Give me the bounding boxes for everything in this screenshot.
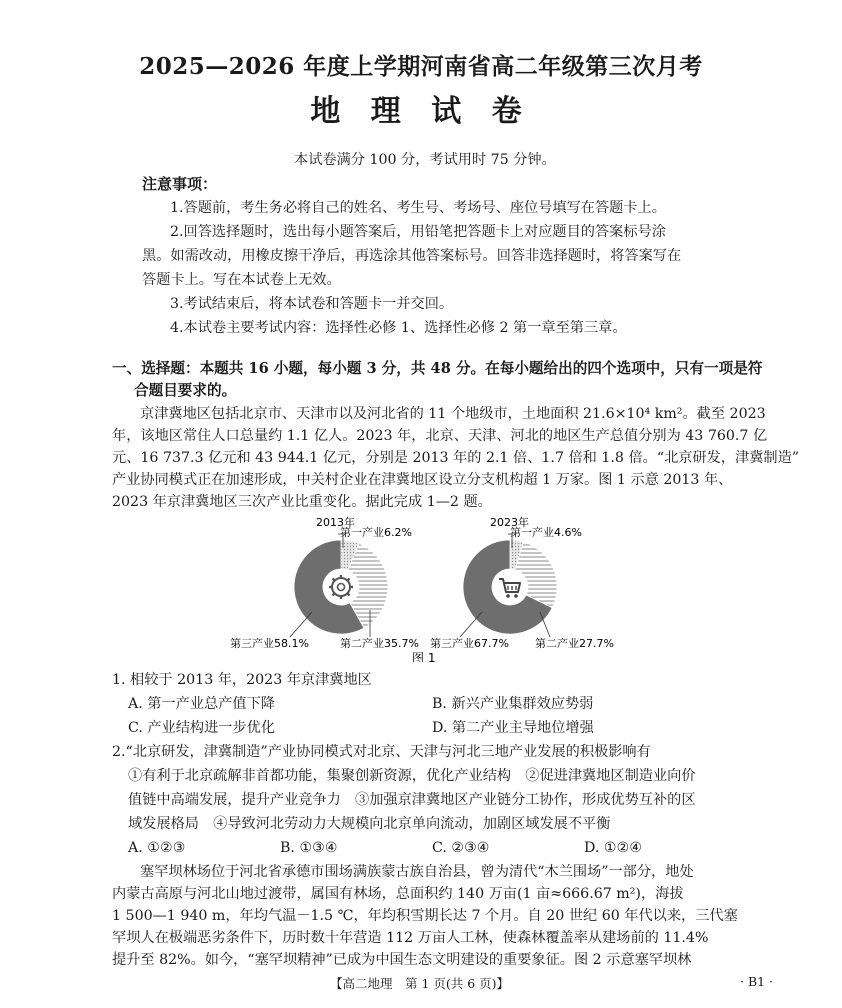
passage-line: 塞罕坝林场位于河北省承德市围场满族蒙古族自治县，曾为清代“木兰围场”一部分，地处 xyxy=(140,864,694,880)
notes-heading: 注意事项： xyxy=(142,175,218,193)
passage-line: 年，该地区常住人口总量约 1.1 亿人。2023 年，北京、天津、河北的地区生产总值分别为 43 760.7 亿 xyxy=(112,428,768,444)
notes-line: 答题卡上。写在本试卷上无效。 xyxy=(142,272,341,288)
gear-icon xyxy=(324,570,358,604)
question-1-option-c[interactable]: C. 产业结构进一步优化 xyxy=(128,720,276,736)
question-2-option-b[interactable]: B. ①③④ xyxy=(280,840,338,856)
passage-line: 罕坝人在极端恶劣条件下，历时数十年营造 112 万亩人工林，使森林覆盖率从建场前的 11.4% xyxy=(112,930,709,946)
question-2-option-d[interactable]: D. ①②④ xyxy=(584,840,643,856)
section-heading: 一、选择题：本题共 16 小题，每小题 3 分，共 48 分。在每小题给出的四个选项中，只有一项是符 xyxy=(112,360,763,377)
passage-line: 提升至 82%。如今，“塞罕坝精神”已成为中国生态文明建设的重要象征。图 2 示意塞罕坝林 xyxy=(112,952,692,968)
passage-line: 京津冀地区包括北京市、天津市以及河北省的 11 个地级市，土地面积 21.6×10⁴ km²。截至 2023 xyxy=(140,406,766,422)
footer-code: · B1 · xyxy=(740,974,774,989)
figure-caption: 图 1 xyxy=(412,651,436,662)
question-2-statement: 值链中高端发展，提升产业竞争力 ③加强京津冀地区产业链分工协作，形成优势互补的区 xyxy=(128,792,696,808)
question-2-statement: 域发展格局 ④导致河北劳动力大规模向北京单向流动，加剧区域发展不平衡 xyxy=(128,816,611,832)
passage-line: 产业协同模式正在加速形成，中关村企业在津冀地区设立分支机构超 1 万家。图 1 示意 2013 年、 xyxy=(112,472,733,488)
section-heading-cont: 合题目要求的。 xyxy=(134,382,237,399)
passage-line: 内蒙古高原与河北山地过渡带，属国有林场，总面积约 140 万亩(1 亩≈666.67 m²)，海拔 xyxy=(112,886,684,902)
label-secondary-2023: 第二产业27.7% xyxy=(535,637,614,650)
question-2-statement: ①有利于北京疏解非首都功能，集聚创新资源，优化产业结构 ②促进津冀地区制造业向价 xyxy=(128,768,696,784)
leader-line xyxy=(290,612,312,637)
question-2-stem: 2.“北京研发，津冀制造”产业协同模式对北京、天津与河北三地产业发展的积极影响有 xyxy=(112,744,651,760)
label-primary-2013: 第一产业6.2% xyxy=(340,526,412,539)
footer-page-info: 【高二地理 第 1 页(共 6 页)】 xyxy=(330,976,510,991)
notes-line: 3.考试结束后，将本试卷和答题卡一并交回。 xyxy=(170,296,454,312)
exam-subtitle: 地 理 试 卷 xyxy=(310,94,532,129)
chart-title-2023: 2023年 xyxy=(490,516,529,529)
notes-line: 4.本试卷主要考试内容：选择性必修 1、选择性必修 2 第一章至第三章。 xyxy=(170,320,627,336)
notes-line: 2.回答选择题时，选出每小题答案后，用铅笔把答题卡上对应题目的答案标号涂 xyxy=(170,224,666,240)
question-2-option-a[interactable]: A. ①②③ xyxy=(128,840,186,856)
exam-title: 2025—2026 年度上学期河南省高二年级第三次月考 xyxy=(139,53,703,80)
shopping-cart-icon xyxy=(493,570,527,604)
passage-line: 元、16 737.3 亿元和 43 944.1 亿元，分别是 2013 年的 2.1 倍、1.7 倍和 1.8 倍。“北京研发，津冀制造” xyxy=(112,450,800,466)
leader-line xyxy=(460,612,482,637)
passage-line: 2023 年京津冀地区三次产业比重变化。据此完成 1—2 题。 xyxy=(112,494,492,510)
chart-title-2013: 2013年 xyxy=(316,516,355,529)
label-tertiary-2023: 第三产业67.7% xyxy=(430,637,509,650)
label-tertiary-2013: 第三产业58.1% xyxy=(230,637,309,650)
label-secondary-2013: 第二产业35.7% xyxy=(340,637,419,650)
label-primary-2023: 第一产业4.6% xyxy=(510,526,582,539)
notes-line: 1.答题前，考生务必将自己的姓名、考生号、考场号、座位号填写在答题卡上。 xyxy=(170,200,666,216)
question-1-option-d[interactable]: D. 第二产业主导地位增强 xyxy=(432,720,594,736)
figure-1 xyxy=(220,512,620,662)
notes-line: 黑。如需改动，用橡皮擦干净后，再选涂其他答案标号。回答非选择题时，将答案写在 xyxy=(142,248,682,264)
exam-info: 本试卷满分 100 分，考试用时 75 分钟。 xyxy=(294,152,556,168)
question-1-option-b[interactable]: B. 新兴产业集群效应势弱 xyxy=(432,696,594,712)
passage-line: 1 500—1 940 m，年均气温－1.5 ℃，年均积雪期长达 7 个月。自 20 世纪 60 年代以来，三代塞 xyxy=(112,908,738,924)
question-2-option-c[interactable]: C. ②③④ xyxy=(432,840,490,856)
question-1-stem: 1. 相较于 2013 年，2023 年京津冀地区 xyxy=(112,672,372,688)
question-1-option-a[interactable]: A. 第一产业总产值下降 xyxy=(128,696,275,712)
